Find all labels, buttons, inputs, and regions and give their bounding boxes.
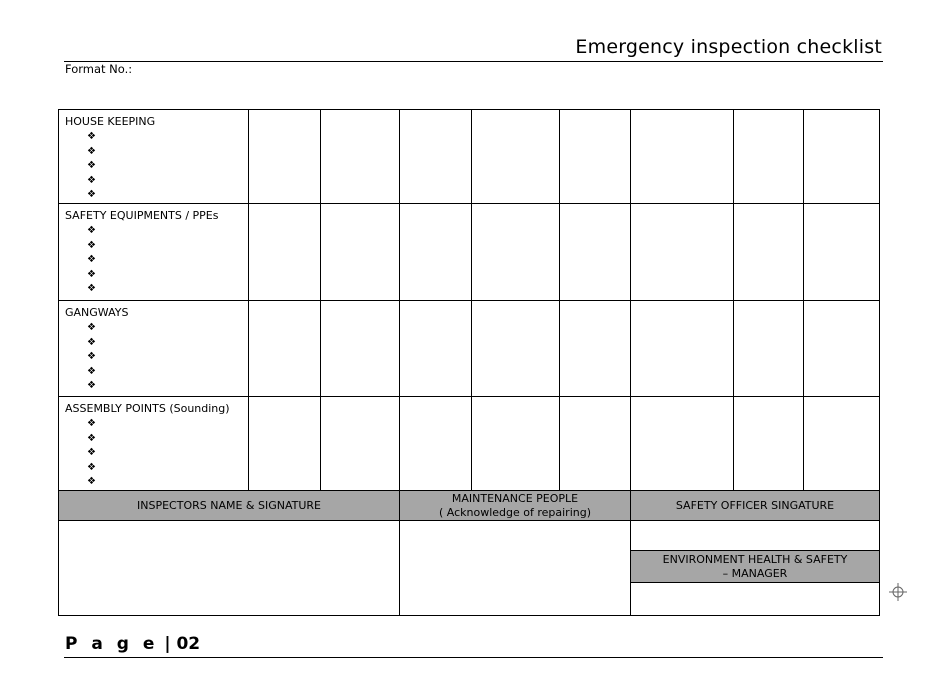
check-cell[interactable] [472, 397, 560, 491]
diamond-bullet-icon: ❖ [87, 365, 96, 377]
check-cell[interactable] [249, 110, 321, 204]
section-title: HOUSE KEEPING [65, 115, 156, 128]
bullet-list [87, 224, 248, 297]
check-cell[interactable] [631, 301, 734, 397]
safety-officer-sign-box[interactable] [631, 521, 879, 550]
check-cell[interactable] [560, 301, 631, 397]
inspectors-signature-header [59, 491, 400, 521]
check-cell[interactable] [804, 397, 880, 491]
diamond-bullet-icon: ❖ [87, 322, 96, 333]
section-title: ASSEMBLY POINTS (Sounding) [65, 402, 230, 415]
checklist-row [59, 397, 880, 491]
checklist-row [59, 110, 880, 204]
format-number-label: Format No.: [65, 62, 133, 76]
maintenance-sublabel: ( Acknowledge of repairing) [438, 505, 592, 519]
ehs-manager-sublabel: – MANAGER [722, 566, 788, 580]
section-title: GANGWAYS [65, 306, 129, 319]
signature-table [58, 490, 880, 616]
maintenance-header [400, 491, 631, 521]
check-cell[interactable] [631, 110, 734, 204]
check-cell[interactable] [321, 204, 400, 301]
diamond-bullet-icon: ❖ [87, 145, 96, 157]
check-cell[interactable] [400, 110, 472, 204]
bullet-list [87, 130, 248, 203]
page-label: P a g e [65, 634, 159, 654]
section-cell [59, 110, 249, 204]
safety-officer-header [631, 491, 880, 521]
maintenance-signature-area[interactable] [400, 521, 631, 616]
diamond-bullet-icon: ❖ [87, 380, 96, 391]
check-cell[interactable] [560, 397, 631, 491]
diamond-bullet-icon: ❖ [87, 254, 96, 265]
footer-rule [64, 657, 883, 658]
diamond-bullet-icon: ❖ [87, 131, 96, 142]
diamond-bullet-icon: ❖ [87, 189, 96, 200]
check-cell[interactable] [472, 301, 560, 397]
diamond-bullet-icon: ❖ [87, 268, 96, 280]
inspectors-signature-label: INSPECTORS NAME & SIGNATURE [137, 498, 321, 512]
inspectors-signature-area[interactable] [59, 521, 400, 616]
document-title: Emergency inspection checklist [575, 36, 882, 58]
diamond-bullet-icon: ❖ [87, 174, 96, 186]
check-cell[interactable] [400, 301, 472, 397]
diamond-bullet-icon: ❖ [87, 461, 96, 473]
diamond-bullet-icon: ❖ [87, 476, 96, 487]
title-underline [64, 61, 883, 62]
maintenance-label: MAINTENANCE PEOPLE [451, 491, 579, 505]
diamond-bullet-icon: ❖ [87, 447, 96, 458]
diamond-bullet-icon: ❖ [87, 239, 96, 251]
section-title: SAFETY EQUIPMENTS / PPEs [65, 209, 219, 222]
diamond-bullet-icon: ❖ [87, 351, 96, 362]
ehs-manager-label: ENVIRONMENT HEALTH & SAFETY [662, 552, 848, 566]
diamond-bullet-icon: ❖ [87, 418, 96, 429]
check-cell[interactable] [734, 110, 804, 204]
check-cell[interactable] [631, 204, 734, 301]
page-number [65, 634, 200, 654]
safety-officer-label: SAFETY OFFICER SINGATURE [675, 498, 835, 512]
check-cell[interactable] [321, 110, 400, 204]
check-cell[interactable] [734, 204, 804, 301]
page-number-value: 02 [176, 634, 201, 654]
check-cell[interactable] [804, 301, 880, 397]
check-cell[interactable] [472, 204, 560, 301]
check-cell[interactable] [560, 110, 631, 204]
checklist-table [58, 109, 880, 491]
check-cell[interactable] [400, 204, 472, 301]
diamond-bullet-icon: ❖ [87, 225, 96, 236]
check-cell[interactable] [631, 397, 734, 491]
check-cell[interactable] [249, 204, 321, 301]
diamond-bullet-icon: ❖ [87, 336, 96, 348]
crosshair-icon [889, 583, 907, 601]
diamond-bullet-icon: ❖ [87, 283, 96, 294]
checklist-row [59, 301, 880, 397]
page-separator: | [164, 634, 171, 654]
ehs-manager-header [631, 550, 879, 583]
section-cell [59, 204, 249, 301]
check-cell[interactable] [321, 397, 400, 491]
check-cell[interactable] [804, 204, 880, 301]
safety-officer-signature-area [631, 521, 880, 616]
check-cell[interactable] [734, 301, 804, 397]
check-cell[interactable] [249, 397, 321, 491]
bullet-list [87, 417, 248, 490]
bullet-list [87, 321, 248, 394]
section-cell [59, 397, 249, 491]
check-cell[interactable] [321, 301, 400, 397]
diamond-bullet-icon: ❖ [87, 160, 96, 171]
check-cell[interactable] [472, 110, 560, 204]
check-cell[interactable] [734, 397, 804, 491]
ehs-manager-sign-box[interactable] [631, 583, 879, 615]
check-cell[interactable] [560, 204, 631, 301]
check-cell[interactable] [249, 301, 321, 397]
checklist-row [59, 204, 880, 301]
check-cell[interactable] [804, 110, 880, 204]
diamond-bullet-icon: ❖ [87, 432, 96, 444]
section-cell [59, 301, 249, 397]
check-cell[interactable] [400, 397, 472, 491]
